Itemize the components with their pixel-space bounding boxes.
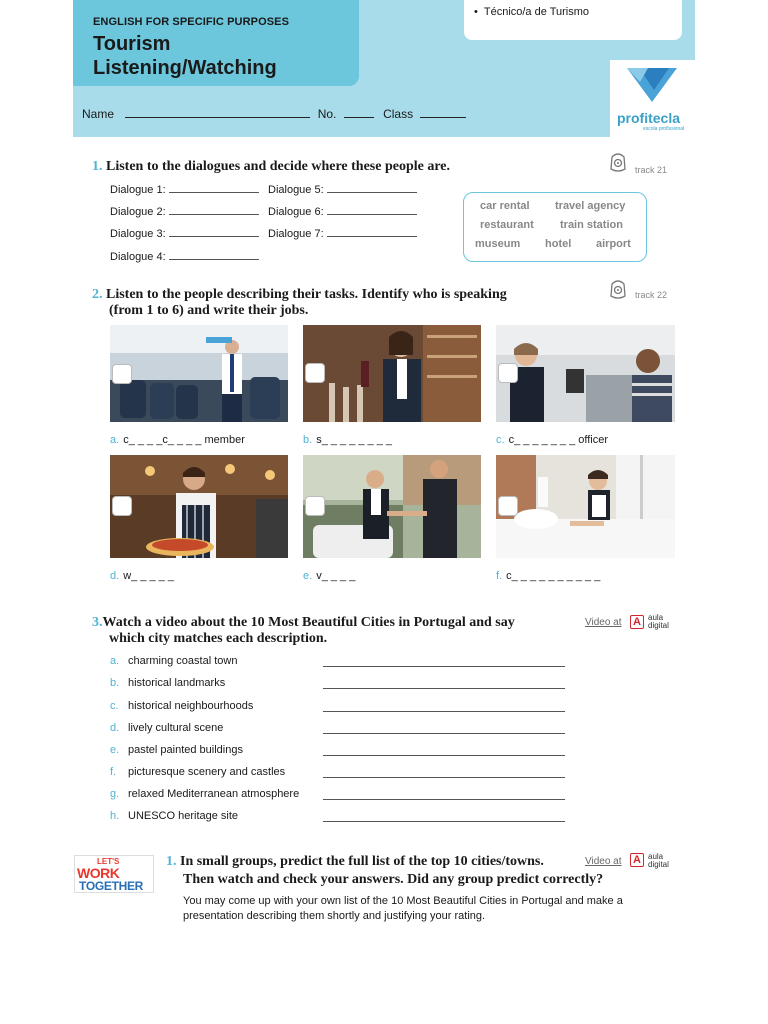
photo-number-box[interactable] [112,496,132,516]
group-task [166,854,603,888]
item-text: charming coastal town [128,655,238,667]
page-title-line1: Tourism [93,33,171,55]
question-text-line1: Listen to the people describing their tasks. Identify who is speaking [106,287,507,302]
photo-number-box[interactable] [305,496,325,516]
item-letter: a. [110,655,120,667]
photo-number-box[interactable] [498,363,518,383]
photo-valet [303,455,481,558]
photo-number-box[interactable] [498,496,518,516]
logo-wordmark: profitecla [617,110,681,126]
aula-digital-label [648,853,669,869]
job-hint: s_ _ _ _ _ _ _ _ [316,434,393,446]
page-title-line2: Listening/Watching [93,57,277,79]
item-letter: b. [110,677,120,689]
item-text: relaxed Mediterranean atmosphere [128,788,300,800]
caption-d [110,570,174,582]
list-item [110,677,225,689]
aula-word: aula [648,852,664,861]
course-box [464,0,682,40]
word-bank-item: museum [475,238,521,250]
caption-e [303,570,355,582]
list-item [110,722,223,734]
question-text-line2: which city matches each description. [109,631,328,646]
job-hint: w_ _ _ _ _ [123,570,174,582]
word-bank-item: car rental [480,200,530,212]
job-hint: c_ _ _ _ _ _ _ _ _ _ [506,570,601,582]
word-bank [463,192,647,262]
question-number: 1. [92,159,103,174]
answer-line[interactable] [323,666,565,667]
dialogue-label: Dialogue 1: [110,184,166,196]
dialogue-row [110,227,259,240]
photo-customs-officer [496,325,675,422]
question-2 [92,287,507,319]
question-text: Listen to the dialogues and decide where these people are. [106,159,451,174]
question-number: 3. [92,615,103,630]
item-text: historical neighbourhoods [128,700,254,712]
answer-line[interactable] [323,777,565,778]
word-bank-item: restaurant [480,219,534,231]
triangle-logo-icon [610,60,695,110]
name-field[interactable] [125,106,310,118]
item-letter: b. [303,434,313,446]
student-info-row [82,106,466,121]
question-text-line1: Watch a video about the 10 Most Beautiful Cities in Portugal and say [102,615,515,630]
word-bank-item: hotel [545,238,572,250]
caption-c [496,434,608,446]
item-text: pastel painted buildings [128,744,243,756]
question-1 [92,159,450,175]
answer-blank[interactable] [169,205,259,215]
dialogue-label: Dialogue 3: [110,228,166,240]
photo-number-box[interactable] [305,363,325,383]
item-text: lively cultural scene [128,722,224,734]
class-field[interactable] [420,106,466,118]
photo-sommelier [303,325,481,422]
dialogue-label: Dialogue 6: [268,206,324,218]
item-letter: f. [110,766,117,778]
answer-line[interactable] [323,711,565,712]
task-text-line1: In small groups, predict the full list of the top 10 cities/towns. [180,854,544,869]
dialogue-row [110,183,259,196]
dialogue-label: Dialogue 4: [110,251,166,263]
list-item [110,700,253,712]
list-item [110,810,238,822]
caption-a [110,434,245,446]
audio-track-icon[interactable] [608,279,628,301]
badge-text: LET'S [97,857,120,866]
item-letter: d. [110,570,120,582]
track-label: track 22 [635,290,668,300]
job-hint: v_ _ _ _ [316,570,356,582]
item-letter: e. [110,744,120,756]
photo-chambermaid [496,455,675,558]
item-letter: h. [110,810,120,822]
word-bank-item: travel agency [555,200,626,212]
photo-cabin-crew [110,325,288,422]
question-3 [92,615,515,647]
course-label: Técnico/a de Turismo [483,6,590,18]
word-bank-item: airport [596,238,631,250]
list-item [110,655,237,667]
answer-blank[interactable] [169,250,259,260]
question-number: 2. [92,287,103,302]
name-label: Name [82,107,115,121]
job-hint: c_ _ _ _c_ _ _ _ member [123,434,245,446]
item-text: historical landmarks [128,677,226,689]
class-label: Class [383,107,414,121]
item-letter: c. [110,700,119,712]
photo-number-box[interactable] [112,364,132,384]
digital-word: digital [648,621,669,630]
video-link[interactable]: Video at [585,856,622,867]
dialogue-label: Dialogue 7: [268,228,324,240]
aula-digital-label [648,614,669,630]
aula-word: aula [648,613,664,622]
job-hint: c_ _ _ _ _ _ _ officer [508,434,609,446]
dialogue-row [268,183,417,196]
answer-blank[interactable] [169,227,259,237]
list-item [110,766,285,778]
logo-subtext: escola profissional [643,126,685,132]
item-letter: d. [110,722,120,734]
item-letter: a. [110,434,120,446]
item-letter: c. [496,434,505,446]
track-label: track 21 [635,165,668,175]
item-letter: e. [303,570,313,582]
list-item [110,744,243,756]
aula-digital-icon: A [630,615,644,629]
number-field[interactable] [344,106,374,118]
badge-text: TOGETHER [79,879,144,893]
answer-blank[interactable] [327,205,417,215]
photo-waiter [110,455,288,558]
aula-digital-icon: A [630,853,644,867]
answer-line[interactable] [323,733,565,734]
caption-f [496,570,600,582]
question-text-line2: (from 1 to 6) and write their jobs. [109,303,309,318]
subject-label: ENGLISH FOR SPECIFIC PURPOSES [93,16,290,28]
word-bank-item: train station [560,219,623,231]
digital-word: digital [648,860,669,869]
dialogue-label: Dialogue 2: [110,206,166,218]
item-text: picturesque scenery and castles [128,766,286,778]
badge-text: WORK [77,865,120,881]
caption-b [303,434,392,446]
lets-work-together-badge [74,855,154,893]
dialogue-row [268,205,417,218]
item-letter: f. [496,570,503,582]
title-box [73,0,359,86]
dialogue-row [110,205,259,218]
answer-line[interactable] [323,821,565,822]
answer-line[interactable] [323,799,565,800]
item-text: UNESCO heritage site [128,810,239,822]
answer-line[interactable] [323,755,565,756]
dialogue-label: Dialogue 5: [268,184,324,196]
answer-line[interactable] [323,688,565,689]
item-letter: g. [110,788,120,800]
answer-blank[interactable] [327,227,417,237]
answer-blank[interactable] [169,183,259,193]
list-item [110,788,299,800]
school-logo [610,60,695,137]
question-number: 1. [166,854,177,869]
audio-track-icon[interactable] [608,152,628,174]
group-note: You may come up with your own list of the 10 Most Beautiful Cities in Portugal and make a presentation describing them shortly and justifying your rating. [183,895,623,922]
answer-blank[interactable] [327,183,417,193]
video-link[interactable]: Video at [585,617,622,628]
dialogue-row [268,227,417,240]
task-text-line2: Then watch and check your answers. Did any group predict correctly? [183,872,604,887]
dialogue-row [110,250,259,263]
bullet-icon: • [474,6,478,18]
number-label: No. [317,107,337,121]
